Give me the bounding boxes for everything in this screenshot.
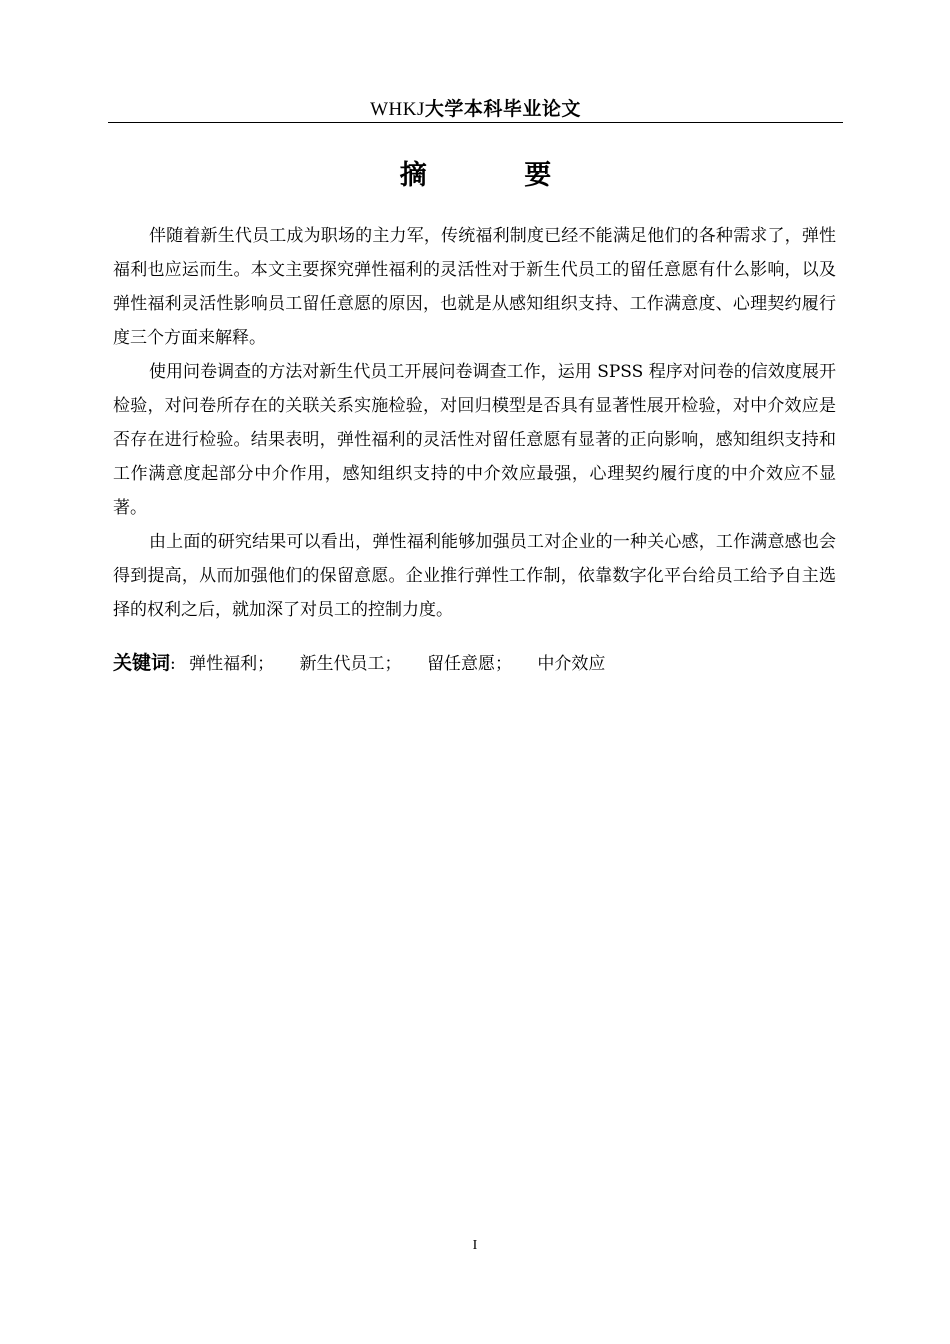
abstract-title: 摘 要 [399, 160, 596, 191]
header-cjk-text: 大学本科毕业论文 [424, 98, 581, 120]
keyword-item: 新生代员工； [299, 654, 402, 674]
header-latin-text: WHKJ [370, 99, 425, 120]
keyword-item: 中介效应 [537, 654, 606, 674]
abstract-paragraph-1: 伴随着新生代员工成为职场的主力军，传统福利制度已经不能满足他们的各种需求了，弹性福利也应运而生。本文主要探究弹性福利的灵活性对于新生代员工的留任意愿有什么影响，以及弹性福利灵活性影响员工留任意愿的原因，也就是从感知组织支持、工作满意度、心理契约履行度三个方面来解释。 [113, 226, 836, 348]
keyword-item: 弹性福利； [189, 654, 275, 674]
abstract-body [113, 219, 836, 627]
keyword-item: 留任意愿； [426, 654, 512, 674]
abstract-paragraph-3: 由上面的研究结果可以看出，弹性福利能够加强员工对企业的一种关心感，工作满意感也会得到提高，从而加强他们的保留意愿。企业推行弹性工作制，依靠数字化平台给员工给予自主选择的权利之后，就加深了对员工的控制力度。 [113, 532, 836, 620]
page-number: I [472, 1238, 478, 1253]
header-rule [108, 122, 843, 123]
abstract-paragraph-2: 使用问卷调查的方法对新生代员工开展问卷调查工作，运用 SPSS 程序对问卷的信效度展开检验，对问卷所存在的关联关系实施检验，对回归模型是否具有显著性展开检验，对中介效应是否存在进行检验。结果表明，弹性福利的灵活性对留任意愿有显著的正向影响，感知组织支持和工作满意度起部分中介作用，感知组织支持的中介效应最强，心理契约履行度的中介效应不显著。 [113, 362, 836, 518]
keywords-colon: : [170, 654, 176, 674]
running-header [108, 96, 843, 123]
keywords-label: 关键词 [113, 652, 171, 674]
keywords-line [113, 648, 836, 679]
